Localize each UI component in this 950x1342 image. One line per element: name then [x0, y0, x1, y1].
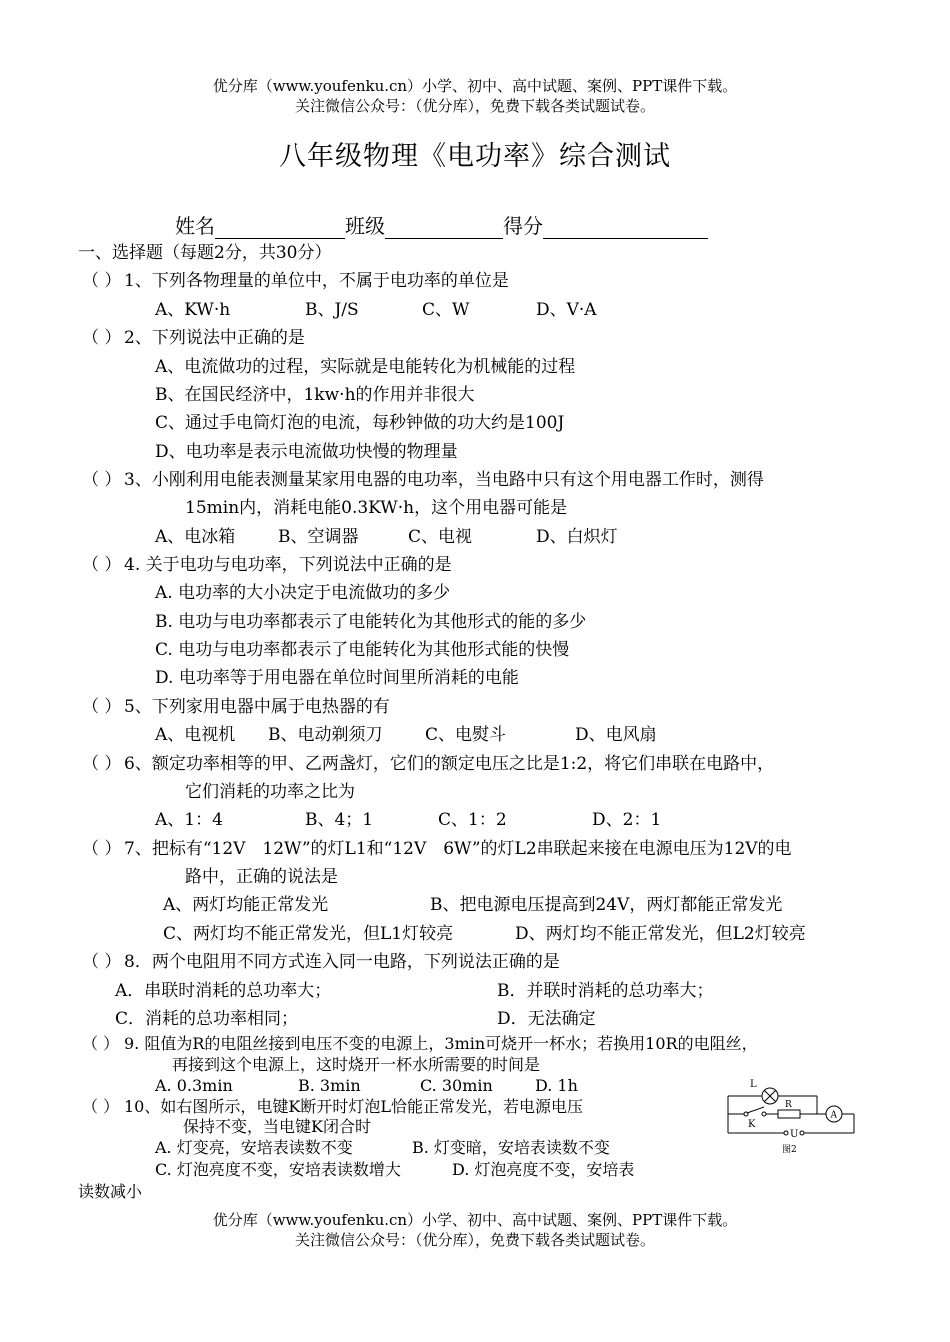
ammeter-label: A	[830, 1110, 837, 1121]
circuit-diagram	[722, 1076, 860, 1158]
answer-paren[interactable]: （ ）	[82, 697, 122, 717]
q3-stem: 3、小刚利用电能表测量某家用电器的电功率，当电路中只有这个用电器工作时，测得	[124, 470, 764, 490]
score-label: 得分	[503, 214, 543, 238]
resistor-label: R	[785, 1100, 792, 1110]
q4-option-b: B. 电功与电功率都表示了电能转化为其他形式的能的多少	[155, 612, 587, 632]
q9-option-b: B. 3min	[298, 1076, 361, 1095]
q6-option-c: C、1：2	[438, 810, 507, 830]
q6-option-a: A、1：4	[155, 810, 223, 830]
class-label: 班级	[345, 214, 385, 238]
q4-option-d: D. 电功率等于用电器在单位时间里所消耗的电能	[155, 668, 519, 688]
q2-option-c: C、通过手电筒灯泡的电流，每秒钟做的功大约是100J	[155, 413, 565, 433]
q6-stem: 6、额定功率相等的甲、乙两盏灯，它们的额定电压之比是1:2，将它们串联在电路中，	[124, 754, 775, 774]
page-header	[0, 76, 950, 116]
q9-option-d: D. 1h	[535, 1076, 578, 1095]
q7-option-c: C、两灯均不能正常发光，但L1灯较亮	[163, 924, 454, 944]
page-footer	[0, 1210, 950, 1250]
section-heading: 一、选择题（每题2分，共30分）	[78, 243, 332, 263]
question-7	[82, 838, 792, 860]
terminal-left-icon	[784, 1131, 788, 1135]
q9-stem: 9. 阻值为R的电阻丝接到电压不变的电源上，3min可烧开一杯水；若换用10R的电阻丝，	[124, 1034, 758, 1053]
footer-line-2: 关注微信公众号：（优分库），免费下载各类试题试卷。	[294, 1231, 655, 1249]
answer-paren[interactable]: （ ）	[82, 555, 122, 575]
q8-option-a: A．串联时消耗的总功率大；	[115, 981, 332, 1001]
q8-option-b: B．并联时消耗的总功率大；	[497, 981, 714, 1001]
q1-option-b: B、J/S	[305, 300, 359, 320]
q4-stem: 4. 关于电功与电功率，下列说法中正确的是	[124, 555, 452, 575]
answer-paren[interactable]: （ ）	[82, 1097, 120, 1116]
answer-paren[interactable]: （ ）	[82, 952, 122, 972]
q8-option-c: C．消耗的总功率相同；	[115, 1009, 299, 1029]
q10-option-c: C. 灯泡亮度不变，安培表读数增大	[155, 1160, 401, 1179]
footer-line-1: 优分库（www.youfenku.cn）小学、初中、高中试题、案例、PPT课件下载。	[212, 1211, 738, 1229]
q9-option-a: A. 0.3min	[155, 1076, 233, 1095]
q6-option-b: B、4；1	[305, 810, 374, 830]
q2-option-d: D、电功率是表示电流做功快慢的物理量	[155, 442, 458, 462]
q4-option-c: C. 电功与电功率都表示了电能转化为其他形式能的快慢	[155, 640, 570, 660]
answer-paren[interactable]: （ ）	[82, 1034, 120, 1053]
answer-paren[interactable]: （ ）	[82, 470, 122, 490]
question-6	[82, 753, 774, 775]
q1-stem: 1、下列各物理量的单位中，不属于电功率的单位是	[124, 271, 509, 291]
answer-paren[interactable]: （ ）	[82, 328, 122, 348]
terminal-right-icon	[800, 1131, 804, 1135]
q3-option-d: D、白炽灯	[536, 527, 618, 547]
q7-option-d: D、两灯均不能正常发光，但L2灯较亮	[515, 924, 806, 944]
lamp-label: L	[750, 1079, 757, 1090]
q2-stem: 2、下列说法中正确的是	[124, 328, 305, 348]
q1-option-a: A、KW·h	[155, 300, 231, 320]
name-label: 姓名	[175, 214, 215, 238]
answer-paren[interactable]: （ ）	[82, 839, 122, 859]
question-2	[82, 327, 305, 349]
q9-stem-continued: 再接到这个电源上，这时烧开一杯水所需要的时间是	[172, 1055, 541, 1074]
q5-option-c: C、电熨斗	[425, 725, 507, 745]
question-4	[82, 554, 452, 576]
q10-option-d-continued: 读数减小	[78, 1182, 143, 1201]
q7-stem: 7、把标有“12V 12W”的灯L1和“12V 6W”的灯L2串联起来接在电源电压为12V的电	[124, 839, 792, 859]
question-5	[82, 696, 390, 718]
q3-option-a: A、电冰箱	[155, 527, 236, 547]
q5-option-b: B、电动剃须刀	[268, 725, 383, 745]
q7-option-a: A、两灯均能正常发光	[163, 895, 329, 915]
answer-paren[interactable]: （ ）	[82, 271, 122, 291]
name-blank[interactable]	[215, 216, 345, 239]
q1-option-d: D、V·A	[536, 300, 597, 320]
answer-paren[interactable]: （ ）	[82, 754, 122, 774]
student-info	[175, 210, 708, 239]
q1-option-c: C、W	[422, 300, 470, 320]
q5-option-a: A、电视机	[155, 725, 236, 745]
q5-stem: 5、下列家用电器中属于电热器的有	[124, 697, 390, 717]
q10-option-a: A. 灯变亮，安培表读数不变	[155, 1138, 353, 1157]
header-line-2: 关注微信公众号：（优分库），免费下载各类试题试卷。	[294, 97, 655, 115]
q9-option-c: C. 30min	[420, 1076, 493, 1095]
q4-option-a: A. 电功率的大小决定于电流做功的多少	[155, 583, 451, 603]
q3-stem-continued: 15min内，消耗电能0.3KW·h，这个用电器可能是	[185, 498, 568, 518]
source-label: U	[790, 1129, 799, 1140]
q7-stem-continued: 路中，正确的说法是	[185, 867, 338, 887]
q2-option-b: B、在国民经济中，1kw·h的作用并非很大	[155, 385, 475, 405]
question-10	[82, 1096, 583, 1118]
q7-option-b: B、把电源电压提高到24V，两灯都能正常发光	[430, 895, 783, 915]
question-3	[82, 469, 764, 491]
q8-option-d: D．无法确定	[497, 1009, 596, 1029]
question-8	[82, 951, 560, 973]
switch-icon	[744, 1107, 766, 1116]
question-1	[82, 270, 509, 292]
q2-option-a: A、电流做功的过程，实际就是电能转化为机械能的过程	[155, 357, 576, 377]
lamp-icon	[762, 1088, 778, 1104]
diagram-caption: 图2	[782, 1145, 797, 1155]
q6-stem-continued: 它们消耗的功率之比为	[185, 782, 355, 802]
q10-stem: 10、如右图所示，电键K断开时灯泡L恰能正常发光，若电源电压	[124, 1097, 583, 1116]
page-title: 八年级物理《电功率》综合测试	[279, 141, 671, 172]
q5-option-d: D、电风扇	[575, 725, 657, 745]
q3-option-c: C、电视	[408, 527, 473, 547]
q10-option-b: B. 灯变暗，安培表读数不变	[412, 1138, 610, 1157]
q3-option-b: B、空调器	[278, 527, 359, 547]
q8-stem: 8．两个电阻用不同方式连入同一电路，下列说法正确的是	[124, 952, 560, 972]
question-9	[82, 1033, 758, 1055]
q6-option-d: D、2：1	[592, 810, 662, 830]
q10-option-d: D. 灯泡亮度不变，安培表	[452, 1160, 635, 1179]
q10-stem-continued: 保持不变，当电键K闭合时	[183, 1117, 371, 1136]
resistor-icon	[778, 1110, 800, 1118]
switch-label: K	[748, 1119, 756, 1130]
header-line-1: 优分库（www.youfenku.cn）小学、初中、高中试题、案例、PPT课件下载。	[212, 77, 738, 95]
class-blank[interactable]	[385, 216, 503, 239]
score-blank[interactable]	[543, 216, 708, 239]
